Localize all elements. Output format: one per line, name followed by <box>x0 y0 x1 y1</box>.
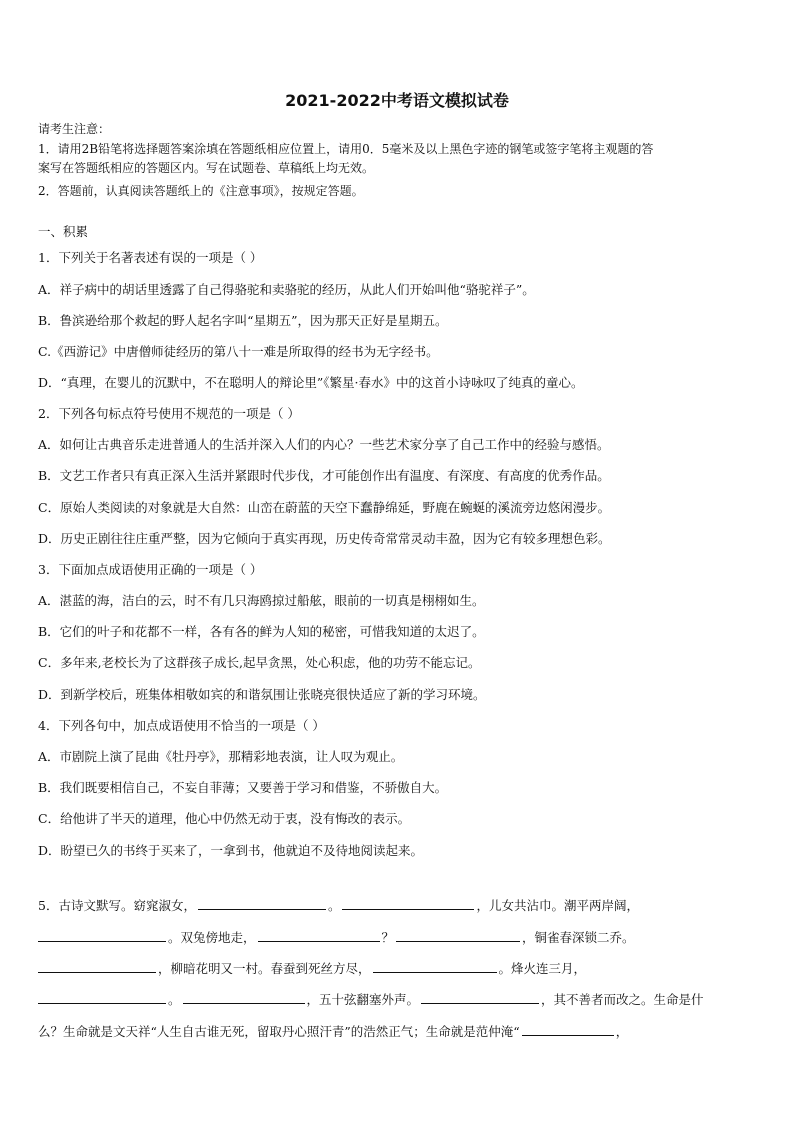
notice-heading: 请考生注意： <box>38 122 111 136</box>
fill-line-5 <box>38 1022 768 1040</box>
fill-text: 。烽火连三月， <box>498 961 587 976</box>
answer-blank[interactable] <box>38 959 156 973</box>
fill-text: 。 <box>327 898 341 913</box>
fill-text: 。双兔傍地走， <box>168 930 256 945</box>
fill-text: ，儿女共沾巾。潮平两岸阔， <box>476 898 639 913</box>
option-c: C.《西游记》中唐僧师徒经历的第八十一难是所取得的经书为无字经书。 <box>38 344 439 359</box>
option-a: A．湛蓝的海，洁白的云，时不有几只海鸥掠过船舷，眼前的一切真是栩栩如生。 <box>38 593 485 608</box>
option-c: C．原始人类阅读的对象就是大自然：山峦在蔚蓝的天空下蠢静绵延，野鹿在蜿蜒的溪流旁边悠闲漫步。 <box>38 500 611 515</box>
fill-text: ，柳暗花明又一村。春蚕到死丝方尽， <box>158 961 371 976</box>
question-stem: 4．下列各句中，加点成语使用不恰当的一项是（ ） <box>38 718 325 733</box>
answer-blank[interactable] <box>522 1022 614 1036</box>
notice-item-1-cont: 案写在答题纸相应的答题区内。写在试题卷、草稿纸上均无效。 <box>38 161 375 175</box>
answer-blank[interactable] <box>373 959 497 973</box>
fill-line-1 <box>38 896 768 914</box>
fill-text: ，其不善者而改之。生命是什 <box>541 992 704 1007</box>
fill-line-3 <box>38 959 768 977</box>
fill-text: ，铜雀春深锁二乔。 <box>522 930 635 945</box>
option-c: C．给他讲了半天的道理，他心中仍然无动于衷，没有悔改的表示。 <box>38 811 411 826</box>
answer-blank[interactable] <box>38 990 166 1004</box>
answer-blank[interactable] <box>183 990 305 1004</box>
option-a: A．如何让古典音乐走进普通人的生活并深入人们的内心？一些艺术家分享了自己工作中的经验与感悟。 <box>38 437 610 452</box>
option-b: B．我们既要相信自己，不妄自菲薄；又要善于学习和借鉴，不骄傲自大。 <box>38 780 448 795</box>
option-d: D．历史正剧往往庄重严整，因为它倾向于真实再现，历史传奇常常灵动丰盈，因为它有较多理想色彩。 <box>38 531 611 546</box>
question-stem: 2．下列各句标点符号使用不规范的一项是（ ） <box>38 406 300 421</box>
option-d: D．盼望已久的书终于买来了，一拿到书，他就迫不及待地阅读起来。 <box>38 843 424 858</box>
notice-item-1: 1．请用2B铅笔将选择题答案涂填在答题纸相应位置上，请用0．5毫米及以上黑色字迹的钢笔或签字笔将主观题的答 <box>38 142 654 156</box>
page-title: 2021-2022中考语文模拟试卷 <box>285 91 509 110</box>
answer-blank[interactable] <box>258 928 380 942</box>
option-b: B．鲁滨逊给那个救起的野人起名字叫“星期五”，因为那天正好是星期五。 <box>38 313 448 328</box>
answer-blank[interactable] <box>396 928 520 942</box>
question-stem: 1．下列关于名著表述有误的一项是（ ） <box>38 250 263 265</box>
option-a: A．市剧院上演了昆曲《牡丹亭》，那精彩地表演，让人叹为观止。 <box>38 749 404 764</box>
fill-line-4 <box>38 990 768 1008</box>
option-c: C．多年来,老校长为了这群孩子成长,起早贪黑，处心积虑，他的功劳不能忘记。 <box>38 655 481 670</box>
fill-text: 么？生命就是文天祥“人生自古谁无死，留取丹心照汗青”的浩然正气；生命就是范仲淹“ <box>38 1024 520 1039</box>
notice-item-2: 2．答题前，认真阅读答题纸上的《注意事项》，按规定答题。 <box>38 184 364 198</box>
fill-text: 。 <box>168 992 181 1007</box>
question-stem: 3．下面加点成语使用正确的一项是（ ） <box>38 562 263 577</box>
option-b: B．它们的叶子和花都不一样，各有各的鲜为人知的秘密，可惜我知道的太迟了。 <box>38 624 485 639</box>
answer-blank[interactable] <box>421 990 539 1004</box>
fill-text: 5．古诗文默写。窈窕淑女， <box>38 898 196 913</box>
fill-line-2 <box>38 928 768 946</box>
option-d: D．到新学校后，班集体相敬如宾的和谐氛围让张晓亮很快适应了新的学习环境。 <box>38 687 486 702</box>
section-heading: 一、积累 <box>38 224 89 239</box>
answer-blank[interactable] <box>38 928 166 942</box>
fill-text: ， <box>615 1024 629 1039</box>
fill-text: ，五十弦翻塞外声。 <box>306 992 420 1007</box>
answer-blank[interactable] <box>342 896 474 910</box>
fill-text: ？ <box>381 930 395 945</box>
answer-blank[interactable] <box>198 896 326 910</box>
option-a: A．祥子病中的胡话里透露了自己得骆驼和卖骆驼的经历，从此人们开始叫他“骆驼祥子”。 <box>38 282 535 297</box>
option-d: D．“真理，在婴儿的沉默中，不在聪明人的辩论里”《繁星·春水》中的这首小诗咏叹了纯真的童心。 <box>38 375 584 390</box>
option-b: B．文艺工作者只有真正深入生活并紧跟时代步伐，才可能创作出有温度、有深度、有高度的优秀作品。 <box>38 468 610 483</box>
